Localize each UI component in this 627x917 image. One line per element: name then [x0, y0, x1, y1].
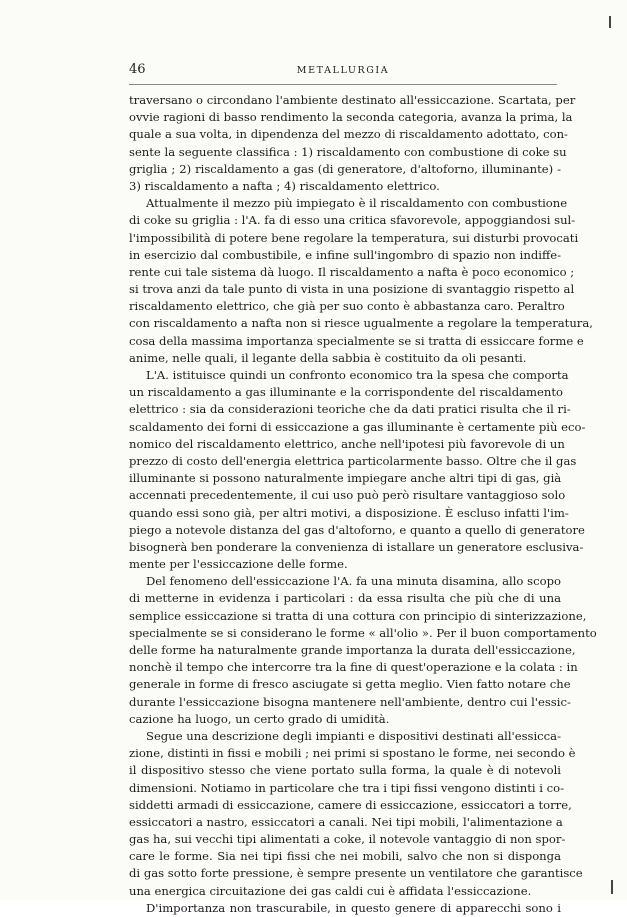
text-line: L'A. istituisce quindi un confronto economico tra la spesa che comporta [146, 368, 569, 382]
text-line: mente per l'essiccazione delle forme. [129, 557, 348, 572]
text-line: quale a sua volta, in dipendenza del mezzo di riscaldamento adottato, con- [129, 127, 568, 142]
text-line: prezzo di costo dell'energia elettrica particolarmente basso. Oltre che il gas [129, 453, 577, 468]
text-line: D'importanza non trascurabile, in questo genere di apparecchi sono i [146, 900, 561, 915]
text-line: con riscaldamento a nafta non si riesce ugualmente a regolare la temperatura, [129, 316, 593, 331]
text-line: dimensioni. Notiamo in particolare che tra i tipi fissi vengono distinti i co- [129, 780, 565, 795]
header-rule [129, 84, 557, 85]
paragraph [129, 195, 593, 367]
text-line: traversano o circondano l'ambiente destinato all'essiccazione. Scartata, per [129, 93, 576, 107]
text-line: bisognerà ben ponderare la convenienza di istallare un generatore esclusiva- [129, 539, 584, 554]
text-line: in esercizio dal combustibile, e infine sull'ingombro di spazio non indiffe- [129, 247, 561, 262]
body-text [129, 92, 597, 917]
paragraph [129, 367, 586, 573]
text-line: griglia ; 2) riscaldamento a gas (di generatore, d'altoforno, illuminante) - [129, 161, 561, 176]
text-line: Segue una descrizione degli impianti e dispositivi destinati all'essicca- [146, 728, 561, 743]
text-line: accennati precedentemente, il cui uso può però risultare vantaggioso solo [129, 488, 566, 503]
text-line: un riscaldamento a gas illuminante e la corrispondente del riscaldamento [129, 385, 563, 400]
text-line: delle forme ha naturalmente grande importanza la durata dell'essiccazione, [129, 643, 576, 657]
text-line: siddetti armadi di essiccazione, camere di essiccazione, essiccatori a torre, [129, 797, 572, 812]
text-line: specialmente se si considerano le forme « all'olio ». Per il buon comportamento [129, 625, 597, 640]
text-line: cosa della massima importanza specialmente se si tratta di essiccare forme e [129, 333, 584, 348]
paragraph [129, 92, 576, 195]
text-line: scaldamento dei forni di essiccazione a gas illuminante è certamente più eco- [129, 419, 586, 434]
text-line: Attualmente il mezzo più impiegato è il riscaldamento con combustione [146, 196, 568, 211]
text-line: anime, nelle quali, il legante della sabbia è costituito da oli pesanti. [129, 350, 527, 365]
running-title: METALLURGIA [296, 65, 390, 76]
text-line: Del fenomeno dell'essiccazione l'A. fa una minuta disamina, allo scopo [146, 574, 561, 589]
text-line: una energica circuitazione dei gas caldi cui è affidata l'essiccazione. [129, 883, 532, 898]
text-line: piego a notevole distanza del gas d'altoforno, e quanto a quello di generatore [129, 522, 585, 537]
text-line: durante l'essiccazione bisogna mantenere nell'ambiente, dentro cui l'essic- [129, 694, 571, 709]
text-line: sente la seguente classifica : 1) riscaldamento con combustione di coke su [129, 144, 567, 159]
text-line: elettrico : sia da considerazioni teoriche che da dati pratici risulta che il ri- [129, 402, 571, 417]
page-header [129, 62, 557, 80]
page-number: 46 [129, 62, 146, 77]
text-line: semplice essiccazione si tratta di una cottura con principio di sinterizzazione, [129, 608, 587, 623]
paragraph [129, 900, 561, 917]
text-line: generale in forme di fresco asciugate si getta meglio. Vien fatto notare che [129, 677, 571, 692]
text-line: gas ha, sui vecchi tipi alimentati a coke, il notevole vantaggio di non spor- [129, 832, 566, 847]
text-line: nomico del riscaldamento elettrico, anche nell'ipotesi più favorevole di un [129, 436, 565, 451]
text-line: illuminante si possono naturalmente impiegare anche altri tipi di gas, già [129, 471, 562, 486]
text-line: rente cui tale sistema dà luogo. Il riscaldamento a nafta è poco economico ; [129, 264, 575, 279]
scan-margin-mark [609, 16, 611, 28]
text-line: ovvie ragioni di basso rendimento la seconda categoria, avanza la prima, la [129, 110, 573, 125]
text-line: essiccatori a nastro, essiccatori a canali. Nei tipi mobili, l'alimentazione a [129, 814, 563, 829]
text-line: zione, distinti in fissi e mobili ; nei primi si spostano le forme, nei secondo è [129, 746, 576, 761]
text-line: di metterne in evidenza i particolari : da essa risulta che più che di una [129, 591, 561, 606]
scan-margin-mark [611, 880, 613, 894]
text-line: di gas sotto forte pressione, è sempre presente un ventilatore che garantisce [129, 866, 583, 881]
text-line: di coke su griglia : l'A. fa di esso una critica sfavorevole, appoggiandosi sul- [129, 213, 576, 228]
text-line: care le forme. Sia nei tipi fissi che nei mobili, salvo che non si disponga [129, 849, 561, 864]
text-line: 3) riscaldamento a nafta ; 4) riscaldamento elettrico. [129, 178, 440, 193]
text-line: quando essi sono già, per altri motivi, a disposizione. È escluso infatti l'im- [129, 505, 569, 520]
text-line: cazione ha luogo, un certo grado di umidità. [129, 711, 390, 726]
text-line: nonchè il tempo che intercorre tra la fine di quest'operazione e la colata : in [129, 660, 578, 675]
paragraph [129, 728, 583, 900]
text-line: si trova anzi da tale punto di vista in una posizione di svantaggio rispetto al [129, 282, 575, 297]
text-line: il dispositivo stesso che viene portato sulla forma, la quale è di notevoli [129, 763, 561, 778]
paragraph [129, 573, 597, 728]
text-line: l'impossibilità di potere bene regolare la temperatura, sui disturbi provocati [129, 230, 579, 245]
text-line: riscaldamento elettrico, che già per suo conto è abbastanza caro. Peraltro [129, 299, 565, 314]
